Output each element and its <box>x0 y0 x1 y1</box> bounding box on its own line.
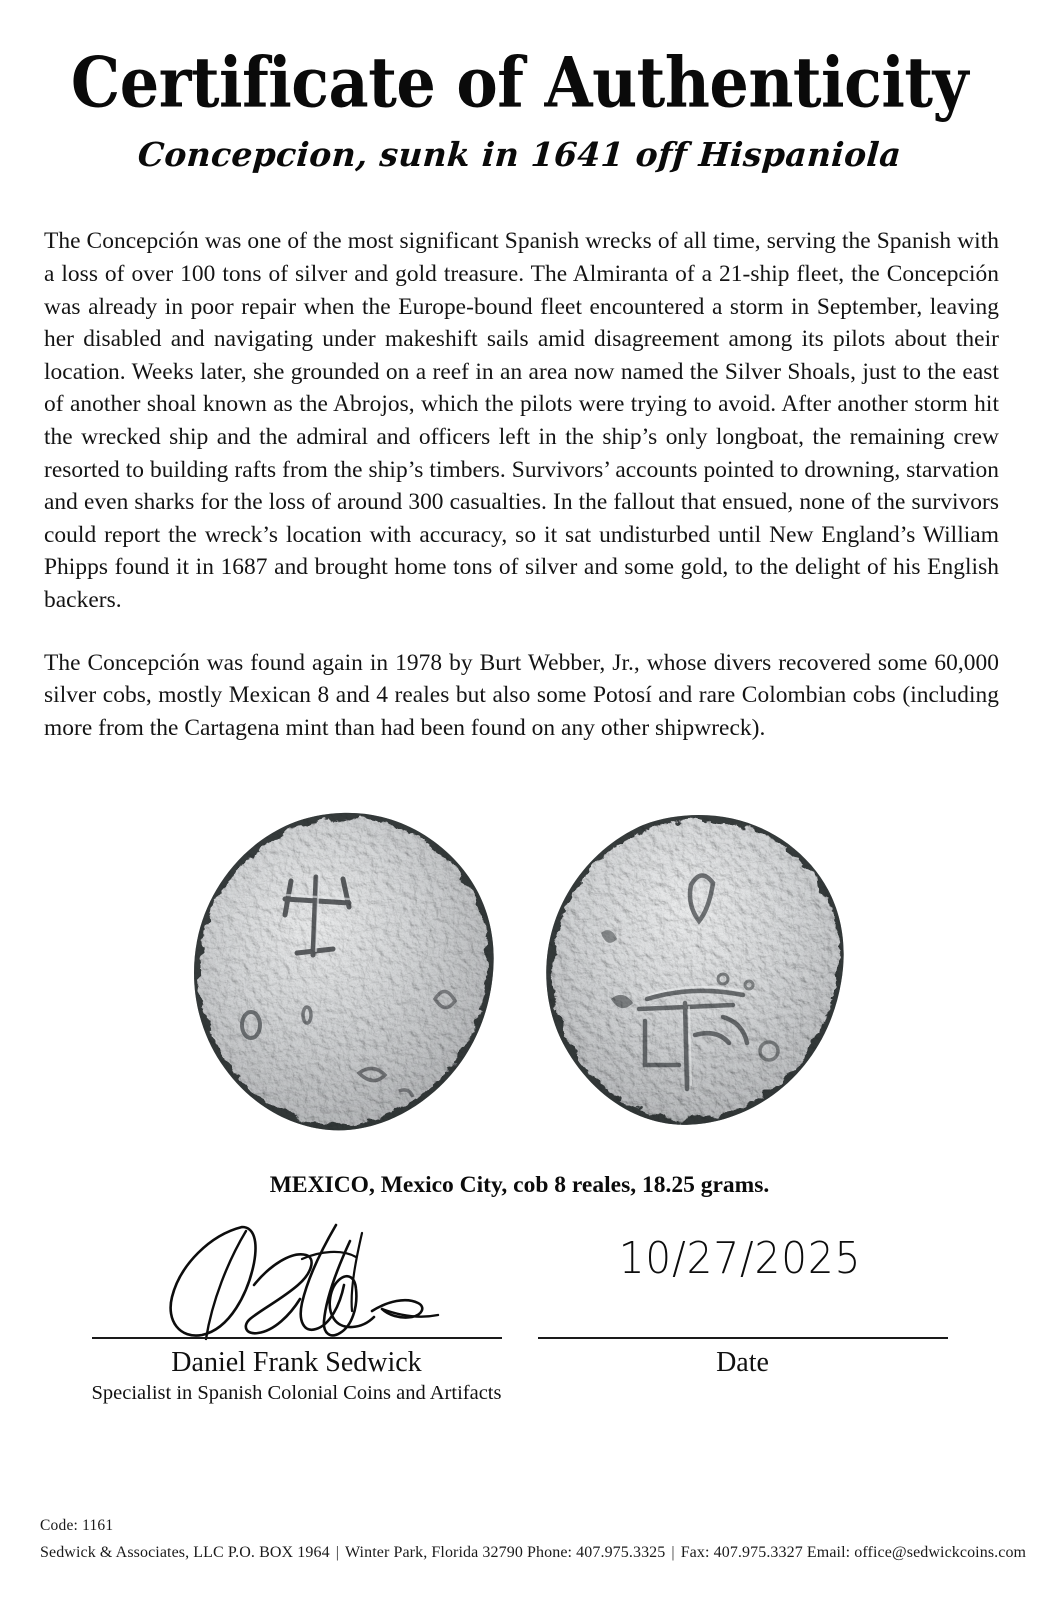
footer-address: Winter Park, Florida 32790 Phone: 407.975.3325 <box>345 1544 666 1561</box>
footer-contact-line <box>40 1544 1027 1562</box>
page-title: Certificate of Authenticity <box>70 41 969 124</box>
footer-separator-1: | <box>335 1544 339 1561</box>
coin-caption: MEXICO, Mexico City, cob 8 reales, 18.25 grams. <box>269 1172 770 1199</box>
date-column <box>538 1337 948 1405</box>
signature-rule <box>92 1337 502 1339</box>
page-subtitle: Concepcion, sunk in 1641 off Hispaniola <box>136 135 903 175</box>
certificate-header <box>0 0 1039 173</box>
certificate-code: Code: 1161 <box>40 1517 114 1534</box>
footer-fax-email: Fax: 407.975.3327 Email: office@sedwickcoins.com <box>680 1544 1027 1561</box>
signer-name: Daniel Frank Sedwick <box>171 1347 422 1379</box>
handwritten-signature <box>150 1215 470 1343</box>
coin-reverse-image <box>527 803 867 1153</box>
signature-lines <box>0 1337 1039 1405</box>
paragraph-recovery: The Concepción was found again in 1978 by Burt Webber, Jr., whose divers recovered some 60,000 silver cobs, mostly Mexican 8 and 4 reales but also some Potosí and rare Colombian cobs (including more from the Cartagena mint than had been found on any other shipwreck). <box>44 649 999 741</box>
date-value: 10/27/2025 <box>618 1233 862 1285</box>
signer-role: Specialist in Spanish Colonial Coins and Artifacts <box>91 1382 502 1405</box>
footer <box>40 1517 1027 1562</box>
footer-separator-2: | <box>671 1544 675 1561</box>
coin-images <box>0 798 1039 1158</box>
date-rule <box>538 1337 948 1339</box>
coin-obverse-image <box>173 803 513 1153</box>
body-text <box>44 225 999 744</box>
date-label: Date <box>716 1347 769 1379</box>
signature-block <box>0 1209 1039 1405</box>
signer-column <box>92 1337 502 1405</box>
paragraph-history: The Concepción was one of the most significant Spanish wrecks of all time, serving the Spanish with a loss of over 100 tons of silver and gold treasure. The Almiranta of a 21-ship fleet, the Concepción was already in poor repair when the Europe-bound fleet encountered a storm in September, leaving her disabled and navigating under makeshift sails amid disagreement among its pilots about their location. Weeks later, she grounded on a reef in an area now named the Silver Shoals, just to the east of another shoal known as the Abrojos, which the pilots were trying to avoid. After another storm hit the wrecked ship and the admiral and officers left in the ship’s only longboat, the remaining crew resorted to building rafts from the ship’s timbers. Survivors’ accounts pointed to drowning, starvation and even sharks for the loss of around 300 casualties. In the fallout that ensued, none of the survivors could report the wreck’s location with accuracy, so it sat undisturbed until New England’s William Phipps found it in 1687 and brought home tons of silver and some gold, to the delight of his English backers. <box>44 228 999 613</box>
footer-company: Sedwick & Associates, LLC P.O. BOX 1964 <box>40 1544 330 1561</box>
